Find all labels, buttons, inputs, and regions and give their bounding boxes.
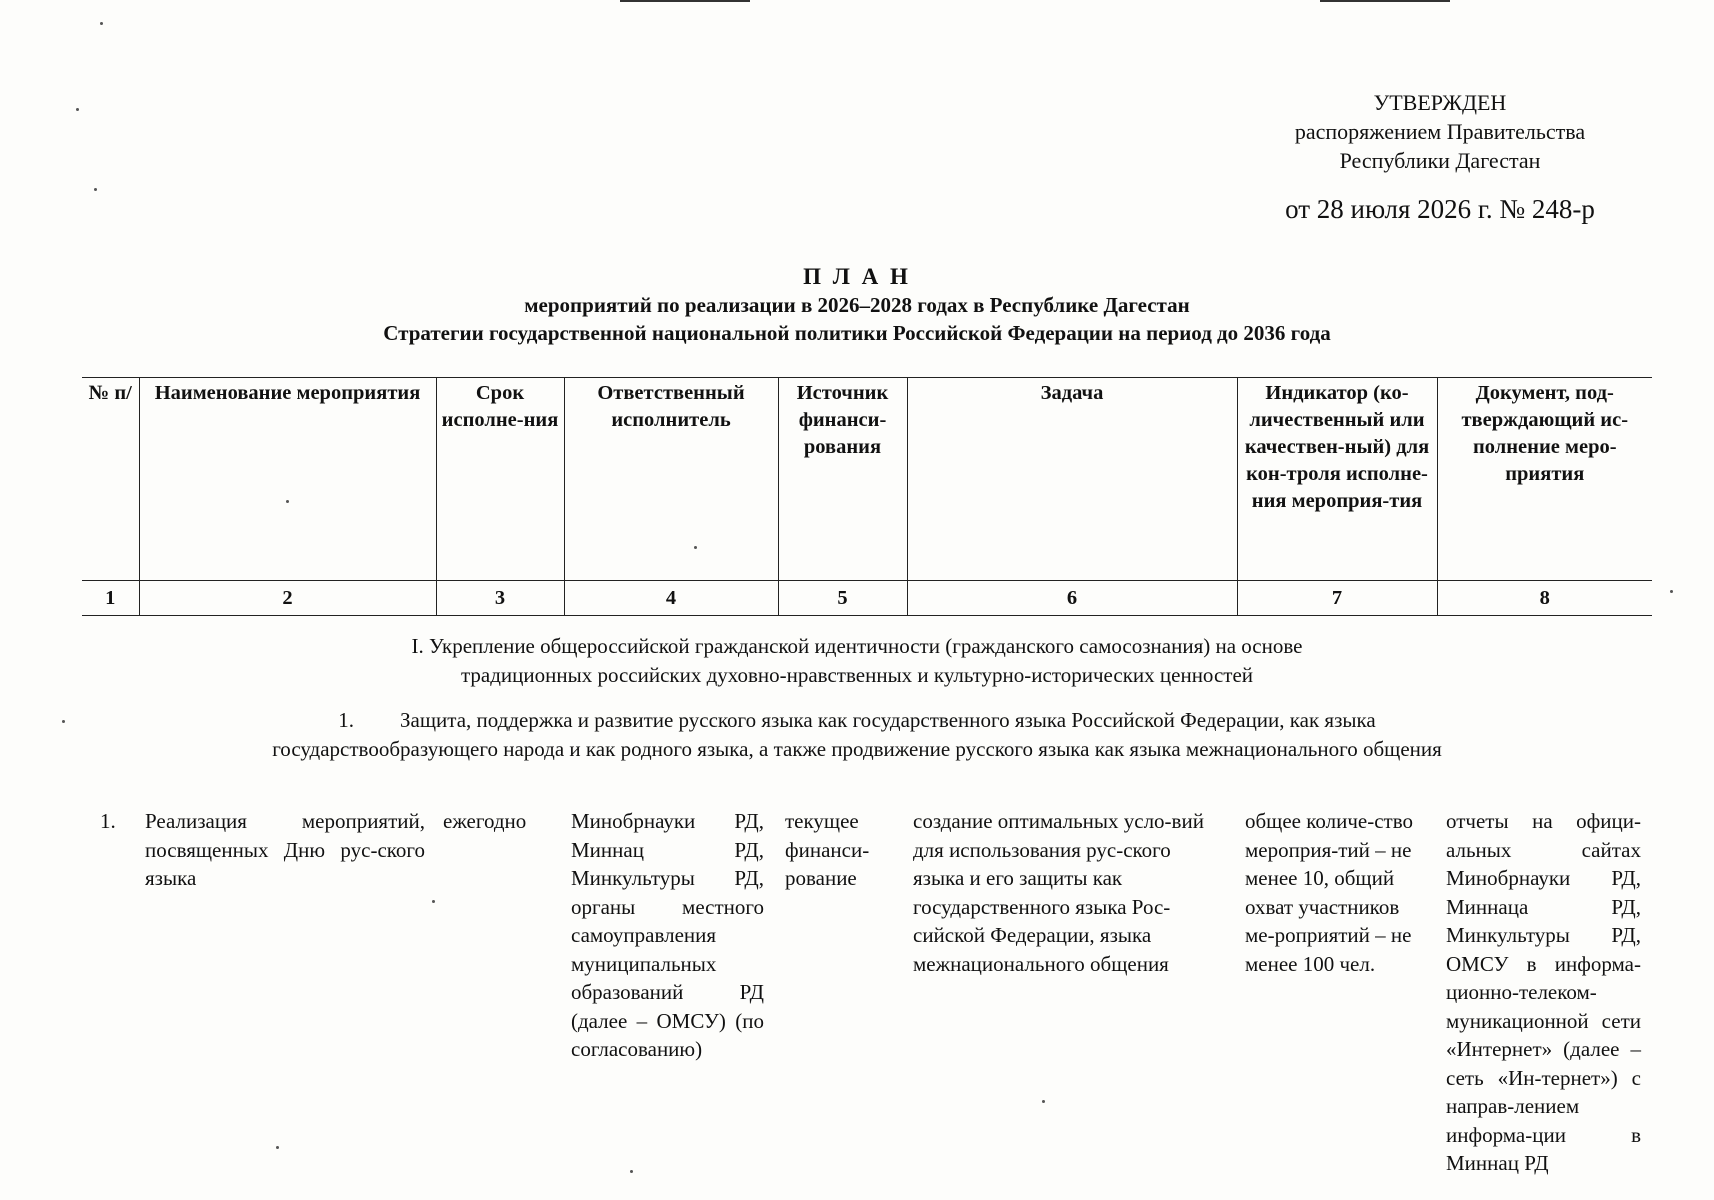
section-heading-line-1: I. Укрепление общероссийской гражданской идентичности (гражданского самосознания) на основе [411,634,1303,658]
scan-speck [94,188,97,191]
row-executor: Минобрнауки РД, Миннац РД, Минкультуры РД, органы местного самоуправления муниципальных образований РД (далее – ОМСУ) (по согласованию) [571,809,764,1061]
header-cell-task: Задача [907,378,1237,581]
scan-speck [276,1146,279,1149]
scan-speck [1670,590,1673,593]
scan-speck [1042,1100,1045,1103]
row-deadline: ежегодно [443,809,527,833]
header-cell-indicator: Индикатор (ко-личественный или качествен-ный) для кон-троля исполне-ния мероприя-тия [1237,378,1437,581]
row-number: 1. [100,809,116,833]
subsection-heading [0,706,1714,764]
header-row [82,378,1652,581]
column-number: 2 [139,581,436,616]
approval-line-1: распоряжением Правительства [1294,119,1586,144]
plan-title [0,263,1714,347]
column-number: 7 [1237,581,1437,616]
approval-date: от 28 июля 2026 г. № 248-р [1285,194,1595,224]
scan-artifact-line [620,0,750,2]
plan-table-header [82,377,1652,616]
row-document: отчеты на офици-альных сайтах Минобрнауки РД, Миннаца РД, Минкультуры РД, ОМСУ в информа-ционно-телеком-муникационной сети «Интернет» (далее – сеть «Ин-тернет») с направ-лением информа-ции в Миннац РД [1446,809,1641,1175]
column-number: 8 [1437,581,1652,616]
row-task: создание оптимальных усло-вий для использования рус-ского языка и его защиты как государственного языка Рос-сийской Федерации, языка межнационального общения [913,809,1204,976]
subsection-heading-line-1: Защита, поддержка и развитие русского языка как государственного языка Российской Федерации, как языка [400,708,1376,732]
plan-title-line-1: П Л А Н [803,264,911,289]
approval-line-2: Республики Дагестан [1339,148,1541,173]
header-cell-name: Наименование мероприятия [139,378,436,581]
column-number: 4 [564,581,778,616]
scan-speck [630,1170,633,1173]
column-number: 3 [436,581,564,616]
scan-speck [76,108,79,111]
header-cell-document: Документ, под-тверждающий ис-полнение меро-приятия [1437,378,1652,581]
header-cell-deadline: Срок исполне-ния [436,378,564,581]
header-cell-number: № п/ [82,378,139,581]
column-number: 5 [778,581,907,616]
row-funding: текущее финанси-рование [785,809,870,890]
plan-title-line-2: мероприятий по реализации в 2026–2028 годах в Республике Дагестан [524,293,1190,317]
column-number: 1 [82,581,139,616]
scan-speck [432,900,435,903]
subsection-number: 1. [338,708,355,732]
scan-speck [100,22,103,25]
column-number-row [82,581,1652,616]
scan-artifact-line [1320,0,1450,2]
section-heading [0,632,1714,690]
plan-title-line-3: Стратегии государственной национальной политики Российской Федерации на период до 2036 года [383,321,1331,345]
row-name: Реализация мероприятий, посвященных Дню рус-ского языка [145,809,425,890]
header-cell-executor: Ответственный исполнитель [564,378,778,581]
column-number: 6 [907,581,1237,616]
approval-status: УТВЕРЖДЕН [1373,90,1507,115]
row-indicator: общее количе-ство мероприя-тий – не менее 10, общий охват участников ме-роприятий – не менее 100 чел. [1245,809,1413,976]
section-heading-line-2: традиционных российских духовно-нравственных и культурно-исторических ценностей [460,663,1254,687]
header-cell-funding: Источник финанси-рования [778,378,907,581]
approval-block [1240,88,1640,224]
subsection-heading-line-2: государствообразующего народа и как родного языка, а также продвижение русского языка как языка межнационального общения [272,737,1442,761]
